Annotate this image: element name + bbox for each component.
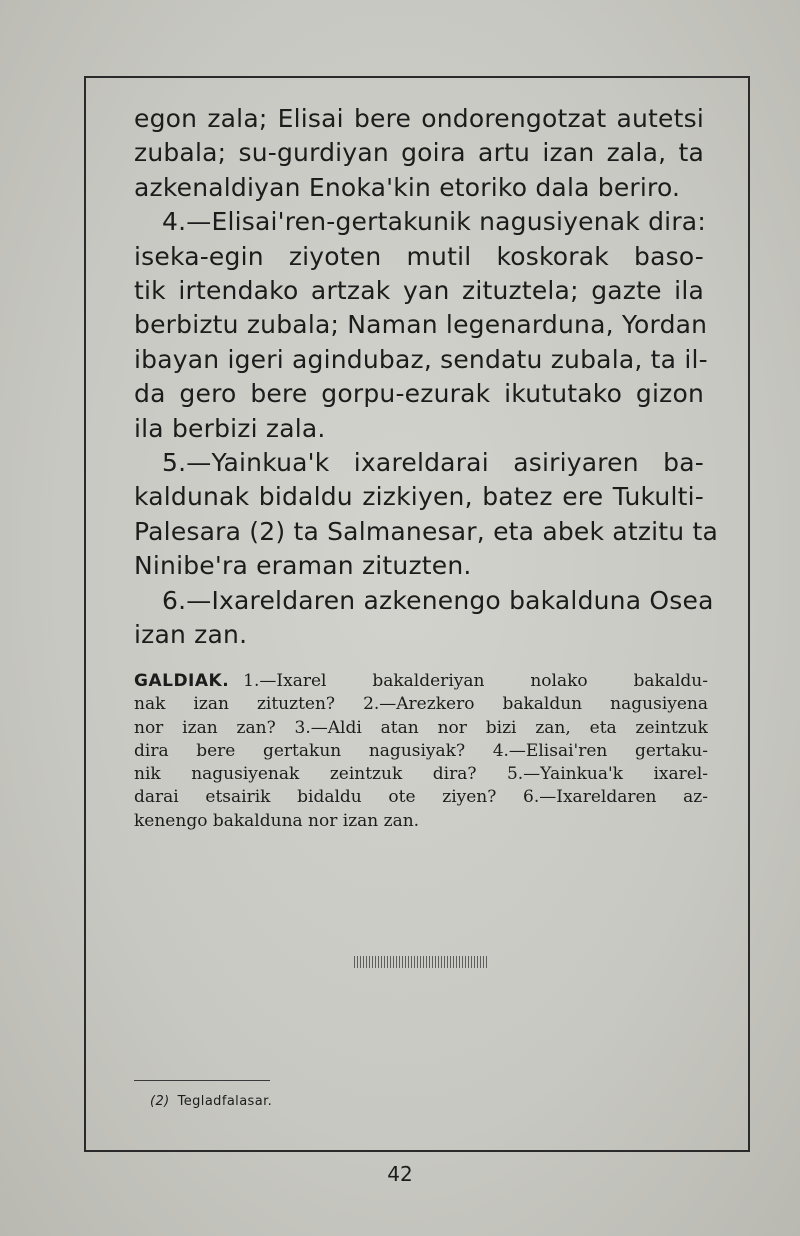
text-line: berbiztu zubala; Naman legenarduna, Yordan	[134, 310, 708, 340]
questions-line	[134, 670, 708, 693]
text-line: zubala; su-gurdiyan goira artu izan zala, ta	[134, 138, 704, 168]
text-line: kaldunak bidaldu zizkiyen, batez ere Tukulti-	[134, 482, 704, 512]
footnote	[150, 1094, 272, 1109]
questions-line: kenengo bakalduna nor izan zan.	[134, 810, 420, 831]
questions-text: 1.—Ixarel bakalderiyan nolako bakaldu-	[243, 671, 708, 691]
footnote-rule	[134, 1080, 270, 1081]
text-line: Ninibe'ra eraman zituzten.	[134, 551, 472, 581]
text-line: 4.—Elisai'ren-gertakunik nagusiyenak dira:	[162, 207, 706, 237]
footnote-marker: (2)	[150, 1094, 170, 1109]
section-ornament	[354, 956, 488, 968]
text-line: Palesara (2) ta Salmanesar, eta abek atzitu ta	[134, 516, 719, 546]
text-line: izan zan.	[134, 620, 248, 650]
questions-heading: GALDIAK.	[134, 671, 230, 691]
questions-line: nor izan zan? 3.—Aldi atan nor bizi zan, eta zeintzuk	[134, 717, 708, 738]
main-text	[134, 102, 719, 653]
questions-line: nik nagusiyenak zeintzuk dira? 5.—Yainkua'k ixarel-	[134, 764, 708, 785]
questions-line: nak izan zituzten? 2.—Arezkero bakaldun nagusiyena	[134, 694, 708, 715]
text-line: 6.—Ixareldaren azkenengo bakalduna Osea	[162, 585, 714, 615]
questions-line: darai etsairik bidaldu ote ziyen? 6.—Ixareldaren az-	[134, 787, 708, 808]
footnote-text: Tegladfalasar.	[177, 1094, 273, 1109]
text-line: azkenaldiyan Enoka'kin etoriko dala beriro.	[134, 172, 681, 202]
page-number: 42	[387, 1162, 413, 1186]
text-line: tik irtendako artzak yan zituztela; gazte ila	[134, 276, 704, 306]
questions-section	[134, 670, 708, 833]
text-line: ibayan igeri agindubaz, sendatu zubala, ta il-	[134, 344, 708, 374]
text-line: 5.—Yainkua'k ixareldarai asiriyaren ba-	[162, 448, 704, 478]
text-line: ila berbizi zala.	[134, 413, 326, 443]
questions-line: dira bere gertakun nagusiyak? 4.—Elisai'ren gertaku-	[134, 740, 708, 761]
text-line: da gero bere gorpu-ezurak ikututako gizon	[134, 379, 704, 409]
text-line: iseka-egin ziyoten mutil koskorak baso-	[134, 241, 704, 271]
text-line: egon zala; Elisai bere ondorengotzat autetsi	[134, 104, 704, 133]
